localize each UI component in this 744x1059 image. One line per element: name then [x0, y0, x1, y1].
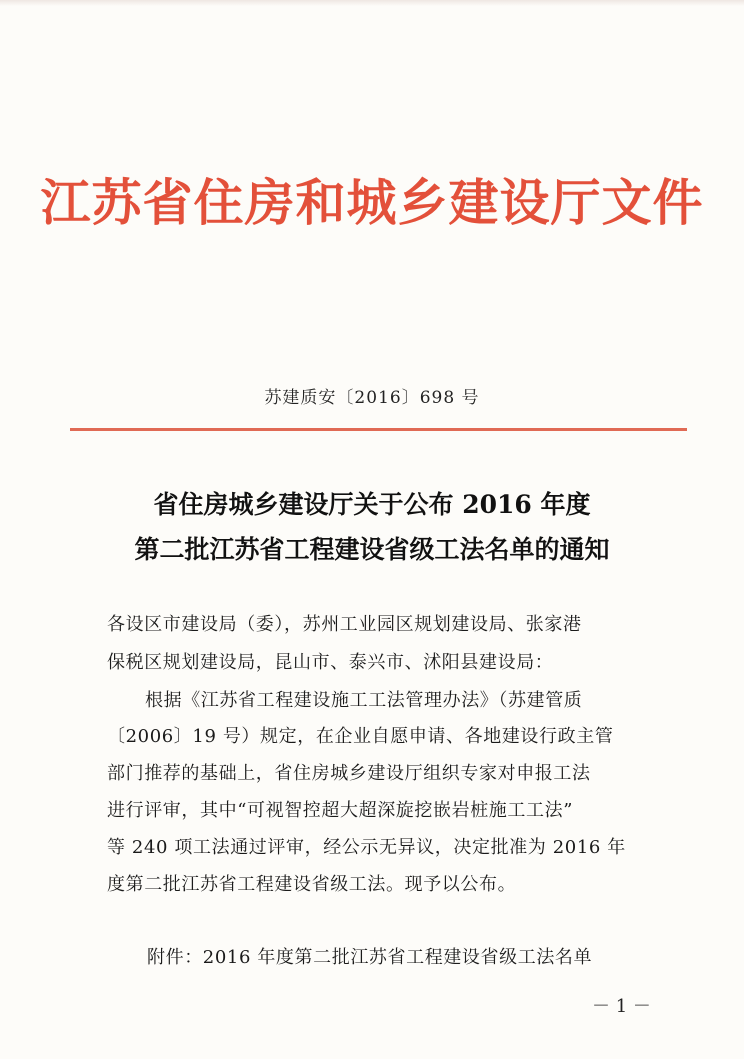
document-header-title: 江苏省住房和城乡建设厅文件 — [40, 173, 704, 232]
notice-title-line-1: 省住房城乡建设厅关于公布 2016 年度 — [153, 490, 591, 519]
notice-title-line-2: 第二批江苏省工程建设省级工法名单的通知 — [134, 535, 610, 564]
body-line-5: 部门推荐的基础上，省住房城乡建设厅组织专家对申报工法 — [107, 763, 591, 784]
body-line-7: 等 240 项工法通过评审，经公示无异议，决定批准为 2016 年 — [107, 837, 626, 858]
document-number: 苏建质安〔2016〕698 号 — [264, 388, 480, 408]
red-divider-line — [70, 428, 687, 431]
body-line-addressee-1: 各设区市建设局（委），苏州工业园区规划建设局、张家港 — [107, 614, 582, 635]
page-number: － 1 － — [592, 996, 651, 1017]
page-top-edge — [0, 0, 744, 6]
body-line-6: 进行评审，其中“可视智控超大超深旋挖嵌岩桩施工工法” — [107, 800, 574, 821]
body-line-3: 根据《江苏省工程建设施工工法管理办法》（苏建管质 — [145, 690, 583, 711]
attachment-line: 附件：2016 年度第二批江苏省工程建设省级工法名单 — [147, 947, 593, 968]
body-line-4: 〔2006〕19 号）规定，在企业自愿申请、各地建设行政主管 — [107, 726, 614, 747]
body-line-8: 度第二批江苏省工程建设省级工法。现予以公布。 — [107, 874, 517, 895]
body-line-addressee-2: 保税区规划建设局，昆山市、泰兴市、沭阳县建设局： — [107, 652, 554, 673]
